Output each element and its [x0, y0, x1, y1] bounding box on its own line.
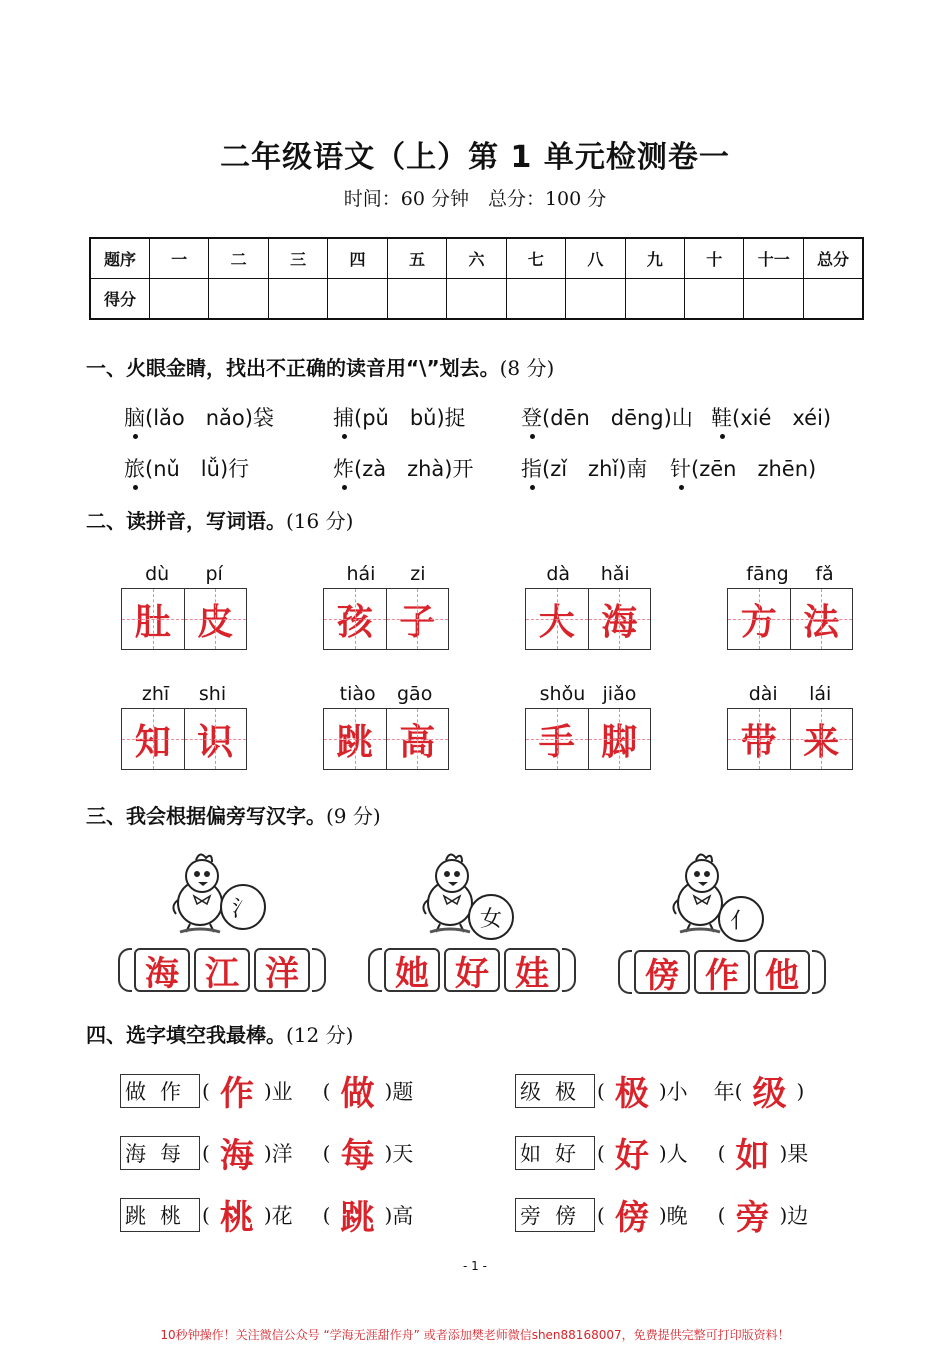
section-1-title: 一、火眼金睛，找出不正确的读音用“\”划去。 — [86, 356, 500, 380]
choice-item: 级极 ( 极 ) 小 年 ( 级 ) — [515, 1066, 804, 1115]
section-4-heading — [86, 1019, 353, 1048]
radical-badge: 女 — [468, 894, 514, 940]
section-2-points: (16 分) — [286, 509, 354, 533]
score-cell — [803, 279, 863, 320]
word-box: hái zi 孩 子 — [323, 560, 449, 650]
score-cell — [625, 279, 684, 320]
section-4-title: 四、选字填空我最棒。 — [86, 1023, 286, 1047]
radical-answer-row: 她 好 娃 — [368, 948, 576, 992]
pinyin-item: 登(dēn dēng)山 — [521, 406, 693, 430]
page-title: 二年级语文（上）第 1 单元检测卷一 — [220, 140, 730, 175]
score-cell — [744, 279, 803, 320]
radical-badge: 氵 — [220, 884, 266, 930]
score-table — [89, 237, 864, 320]
score-cell — [268, 279, 327, 320]
word-box: dà hǎi 大 海 — [525, 560, 651, 650]
score-header-cell: 八 — [566, 238, 625, 279]
score-cell — [506, 279, 565, 320]
pinyin-item: 捕(pǔ bǔ)捉 — [333, 406, 466, 430]
score-cell — [566, 279, 625, 320]
score-header-cell: 七 — [506, 238, 565, 279]
score-header-cell: 四 — [328, 238, 387, 279]
choice-item: 跳桃 ( 桃 ) 花 ( 跳 ) 高 — [120, 1190, 413, 1239]
score-header-row — [90, 238, 863, 279]
radical-answer-row: 海 江 洋 — [118, 948, 326, 992]
choice-item: 如好 ( 好 ) 人 ( 如 ) 果 — [515, 1128, 808, 1177]
choice-item: 做作 ( 作 ) 业 ( 做 ) 题 — [120, 1066, 413, 1115]
section-3-points: (9 分) — [326, 804, 381, 828]
score-cell — [447, 279, 506, 320]
pinyin-item: 旅(nǔ lǚ)行 — [124, 457, 250, 481]
score-value-row — [90, 279, 863, 320]
score-header-cell: 二 — [209, 238, 268, 279]
word-box: dù pí 肚 皮 — [121, 560, 247, 650]
score-header-cell: 总分 — [803, 238, 863, 279]
radical-answer-row: 傍 作 他 — [618, 950, 826, 994]
score-header-cell: 十 — [685, 238, 744, 279]
score-header-cell: 五 — [387, 238, 446, 279]
choice-item: 海每 ( 海 ) 洋 ( 每 ) 天 — [120, 1128, 413, 1177]
exam-subtitle: 时间：60 分钟 总分：100 分 — [343, 188, 607, 210]
score-cell — [685, 279, 744, 320]
score-header-cell: 题序 — [90, 238, 149, 279]
word-box: shǒu jiǎo 手 脚 — [525, 680, 651, 770]
score-header-cell: 六 — [447, 238, 506, 279]
score-cell — [387, 279, 446, 320]
pinyin-item: 指(zǐ zhǐ)南 — [521, 457, 648, 481]
section-3-title: 三、我会根据偏旁写汉字。 — [86, 804, 326, 828]
section-2-title: 二、读拼音，写词语。 — [86, 509, 286, 533]
word-box: dài lái 带 来 — [727, 680, 853, 770]
score-header-cell: 一 — [149, 238, 208, 279]
section-3-heading — [86, 800, 381, 829]
section-4-points: (12 分) — [286, 1023, 354, 1047]
score-header-cell: 三 — [268, 238, 327, 279]
pinyin-item: 针(zēn zhēn) — [670, 457, 817, 481]
pinyin-item: 脑(lǎo nǎo)袋 — [124, 406, 274, 430]
section-1-points: (8 分) — [499, 356, 555, 380]
score-row-label: 得分 — [90, 279, 149, 320]
score-cell — [209, 279, 268, 320]
score-header-cell: 十一 — [744, 238, 803, 279]
pinyin-item: 鞋(xié xéi) — [711, 406, 832, 430]
promo-footer: 10秒钟操作！关注微信公众号 “学海无涯甜作舟” 或者添加樊老师微信shen88168007，免费提供完整可打印版资料！ — [160, 1328, 790, 1342]
section-1-heading — [86, 352, 554, 381]
radical-badge: 亻 — [718, 896, 764, 942]
word-box: zhī shi 知 识 — [121, 680, 247, 770]
choice-item: 旁傍 ( 傍 ) 晚 ( 旁 ) 边 — [515, 1190, 808, 1239]
score-cell — [149, 279, 208, 320]
pinyin-item: 炸(zà zhà)开 — [333, 457, 474, 481]
word-box: tiào gāo 跳 高 — [323, 680, 449, 770]
page-number: - 1 - — [463, 1259, 487, 1273]
word-box: fāng fǎ 方 法 — [727, 560, 853, 650]
score-header-cell: 九 — [625, 238, 684, 279]
section-2-heading — [86, 505, 353, 534]
score-cell — [328, 279, 387, 320]
